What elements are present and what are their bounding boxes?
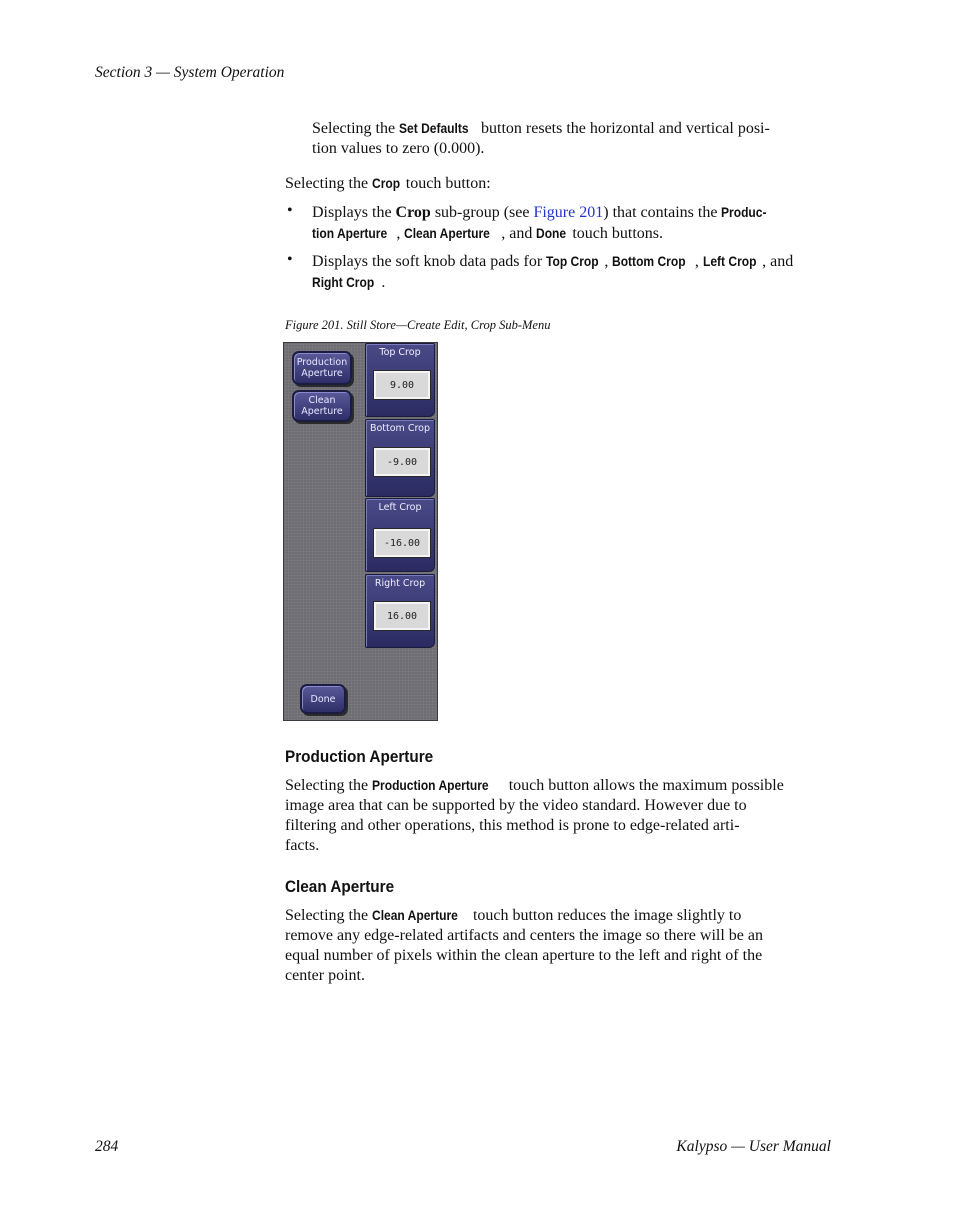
text: center point. <box>285 967 365 984</box>
pad-label: Top Crop <box>379 347 421 358</box>
keyword-set-defaults: Set Defaults <box>399 120 469 136</box>
text: Selecting the <box>285 175 373 192</box>
text: filtering and other operations, this method is prone to edge-related arti- <box>285 817 740 834</box>
right-crop-pad[interactable] <box>365 574 435 648</box>
text: touch button: <box>401 175 491 192</box>
intro-paragraph-crop <box>285 173 491 194</box>
keyword-crop: Crop <box>372 175 401 191</box>
production-aperture-paragraph <box>285 775 845 856</box>
button-label: Aperture <box>301 368 343 379</box>
top-crop-value[interactable]: 9.00 <box>374 371 430 399</box>
page-number: 284 <box>95 1138 119 1155</box>
text: Displays the <box>312 204 396 221</box>
intro-paragraph-set-defaults <box>312 118 770 159</box>
section-heading-clean-aperture: Clean Aperture <box>285 877 395 896</box>
clean-aperture-paragraph <box>285 905 845 986</box>
left-crop-value[interactable]: -16.00 <box>374 529 430 557</box>
text: touch button reduces the image slightly to <box>468 907 742 924</box>
figure-caption: Figure 201. Still Store—Create Edit, Crop Sub-Menu <box>285 318 551 332</box>
text: remove any edge-related artifacts and centers the image so there will be an <box>285 927 763 944</box>
keyword: Right Crop <box>312 274 375 290</box>
keyword: Clean Aperture <box>372 907 458 923</box>
button-label: Production <box>296 357 348 368</box>
keyword: Production Aperture <box>372 777 489 793</box>
keyword: Top Crop <box>546 253 599 269</box>
figure-link[interactable]: Figure 201 <box>533 204 604 221</box>
keyword: Done <box>536 225 567 241</box>
left-crop-pad[interactable] <box>365 498 435 572</box>
button-label: Clean <box>308 395 336 406</box>
right-crop-value[interactable]: 16.00 <box>374 602 430 630</box>
text: Displays the soft knob data pads for <box>312 253 547 270</box>
keyword: Produc- <box>721 204 767 220</box>
crop-sub-menu-panel <box>283 342 438 721</box>
text: touch button allows the maximum possible <box>504 777 784 794</box>
text: tion values to zero (0.000). <box>312 140 485 157</box>
keyword: Left Crop <box>702 253 757 269</box>
pad-label: Left Crop <box>378 502 422 513</box>
footer-title: Kalypso — User Manual <box>676 1138 831 1155</box>
text: . <box>381 274 386 291</box>
bullet-item-crop-subgroup <box>312 202 832 244</box>
running-header: Section 3 — System Operation <box>95 64 285 81</box>
text-bold: Crop <box>395 204 431 221</box>
keyword: tion Aperture <box>312 225 388 241</box>
text: ) that contains the <box>603 204 722 221</box>
text: Selecting the <box>312 120 400 137</box>
keyword: Clean Aperture <box>404 225 491 241</box>
bottom-crop-pad[interactable] <box>365 419 435 497</box>
button-label: Aperture <box>301 406 343 417</box>
bullet-marker: • <box>287 251 293 268</box>
text: , <box>694 253 703 270</box>
text: Selecting the <box>285 777 373 794</box>
text: facts. <box>285 837 320 854</box>
production-aperture-button[interactable] <box>292 351 352 385</box>
done-button[interactable]: Done <box>300 684 346 714</box>
text: , and <box>762 253 794 270</box>
section-heading-production-aperture: Production Aperture <box>285 747 434 766</box>
text: touch buttons. <box>568 225 663 242</box>
text: button resets the horizontal and vertical posi- <box>477 120 770 137</box>
text: , <box>604 253 613 270</box>
text: , and <box>501 225 537 242</box>
clean-aperture-button[interactable] <box>292 390 352 422</box>
text: equal number of pixels within the clean aperture to the left and right of the <box>285 947 763 964</box>
text: Selecting the <box>285 907 373 924</box>
pad-label: Right Crop <box>374 578 426 589</box>
text: , <box>396 225 405 242</box>
text: sub-group (see <box>430 204 534 221</box>
keyword: Bottom Crop <box>612 253 686 269</box>
bottom-crop-value[interactable]: -9.00 <box>374 448 430 476</box>
top-crop-pad[interactable] <box>365 343 435 417</box>
bullet-item-data-pads <box>312 251 832 293</box>
text: image area that can be supported by the video standard. However due to <box>285 797 747 814</box>
pad-label: Bottom Crop <box>369 423 431 434</box>
bullet-marker: • <box>287 202 293 219</box>
